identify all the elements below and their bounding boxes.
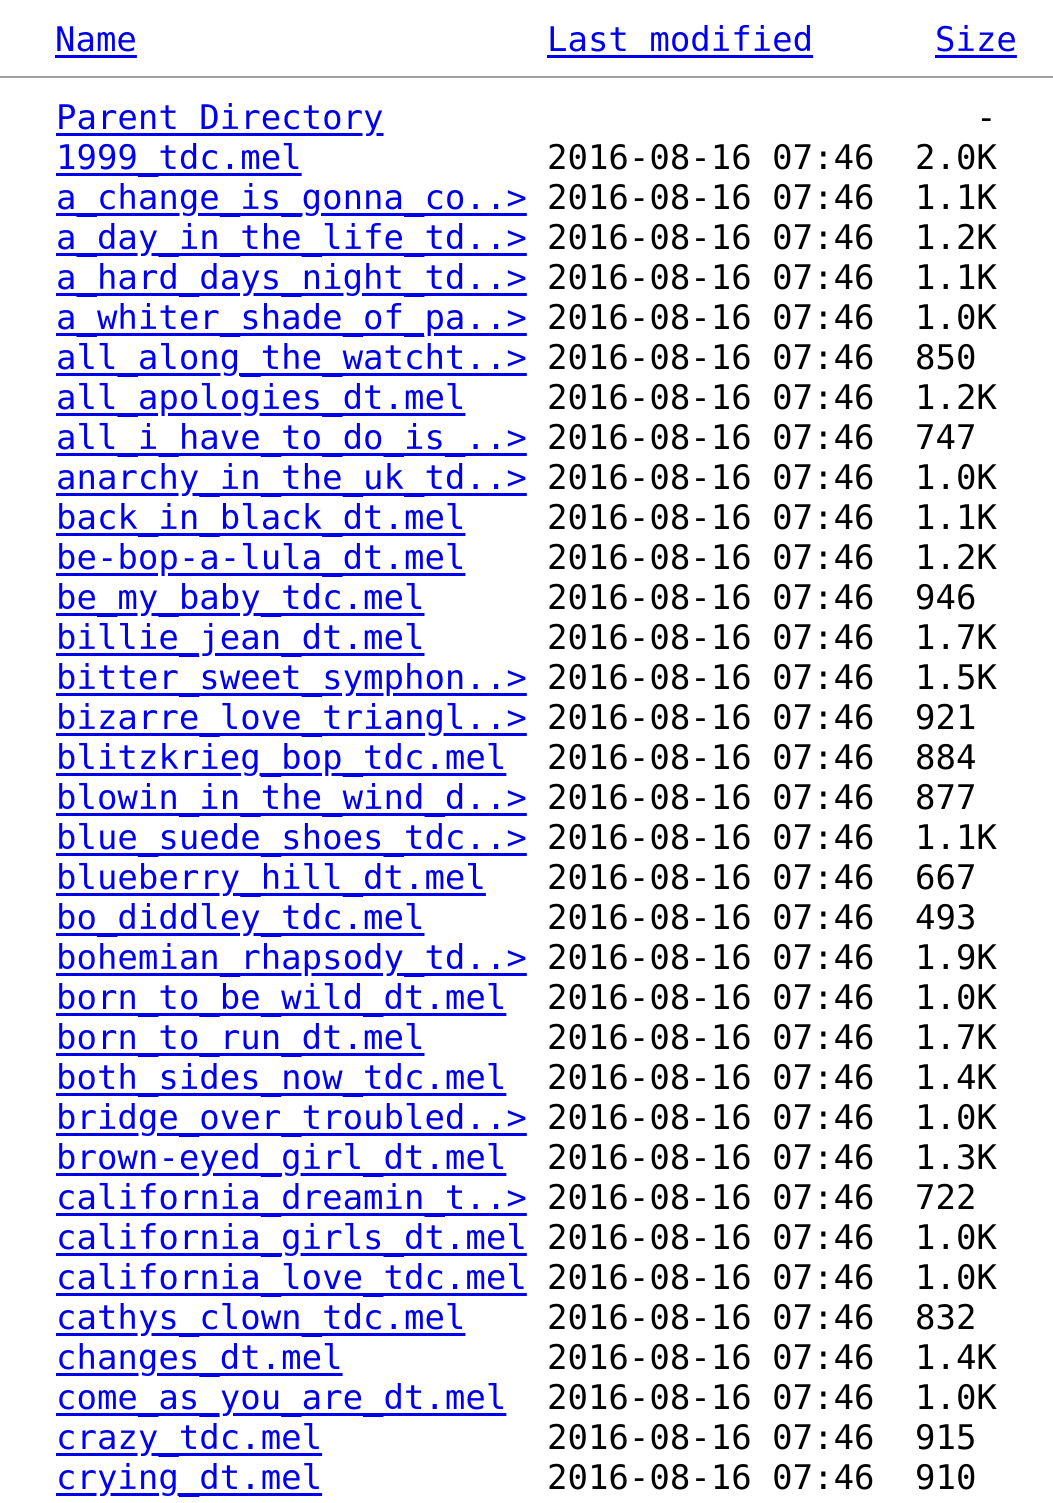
file-size: 832 — [915, 1298, 977, 1338]
last-modified: 2016-08-16 07:46 — [547, 898, 875, 938]
sort-by-name-link[interactable]: Name — [55, 20, 137, 60]
sort-by-last-modified-link[interactable]: Last modified — [547, 20, 814, 60]
file-link[interactable]: anarchy_in_the_uk_td..> — [56, 458, 527, 498]
file-row — [0, 658, 1053, 698]
file-link[interactable]: bo_diddley_tdc.mel — [56, 898, 425, 938]
file-link[interactable]: all_i_have_to_do_is_..> — [56, 418, 527, 458]
last-modified: 2016-08-16 07:46 — [547, 698, 875, 738]
file-link[interactable]: brown-eyed_girl_dt.mel — [56, 1138, 507, 1178]
last-modified: 2016-08-16 07:46 — [547, 418, 875, 458]
last-modified: 2016-08-16 07:46 — [547, 1458, 875, 1498]
last-modified: 2016-08-16 07:46 — [547, 1258, 875, 1298]
file-link[interactable]: blitzkrieg_bop_tdc.mel — [56, 738, 507, 778]
file-row — [0, 418, 1053, 458]
file-size: 493 — [915, 898, 977, 938]
last-modified: 2016-08-16 07:46 — [547, 378, 875, 418]
file-row — [0, 258, 1053, 298]
file-row — [0, 978, 1053, 1018]
last-modified: 2016-08-16 07:46 — [547, 1098, 875, 1138]
last-modified: 2016-08-16 07:46 — [547, 1378, 875, 1418]
file-row — [0, 1338, 1053, 1378]
last-modified: 2016-08-16 07:46 — [547, 1418, 875, 1458]
file-size: 1.5K — [915, 658, 997, 698]
file-row — [0, 338, 1053, 378]
file-link[interactable]: bridge_over_troubled..> — [56, 1098, 527, 1138]
file-link[interactable]: cathys_clown_tdc.mel — [56, 1298, 466, 1338]
file-row — [0, 538, 1053, 578]
last-modified: 2016-08-16 07:46 — [547, 818, 875, 858]
file-size: 884 — [915, 738, 977, 778]
file-row — [0, 938, 1053, 978]
last-modified: 2016-08-16 07:46 — [547, 178, 875, 218]
last-modified: 2016-08-16 07:46 — [547, 1058, 875, 1098]
sort-by-size-link[interactable]: Size — [935, 20, 1017, 60]
file-size: - — [976, 98, 997, 138]
file-size: 1.0K — [915, 1218, 997, 1258]
last-modified: 2016-08-16 07:46 — [547, 1338, 875, 1378]
file-row — [0, 138, 1053, 178]
file-link[interactable]: all_along_the_watcht..> — [56, 338, 527, 378]
file-link[interactable]: be-bop-a-lula_dt.mel — [56, 538, 466, 578]
file-row — [0, 738, 1053, 778]
last-modified: 2016-08-16 07:46 — [547, 1138, 875, 1178]
file-row — [0, 298, 1053, 338]
file-size: 1.7K — [915, 1018, 997, 1058]
file-link[interactable]: be_my_baby_tdc.mel — [56, 578, 425, 618]
last-modified: 2016-08-16 07:46 — [547, 1178, 875, 1218]
file-row — [0, 618, 1053, 658]
file-link[interactable]: born_to_be_wild_dt.mel — [56, 978, 507, 1018]
file-size: 1.1K — [915, 498, 997, 538]
file-row — [0, 1258, 1053, 1298]
file-size: 1.2K — [915, 218, 997, 258]
file-row — [0, 898, 1053, 938]
file-size: 667 — [915, 858, 977, 898]
file-link[interactable]: crazy_tdc.mel — [56, 1418, 323, 1458]
file-size: 722 — [915, 1178, 977, 1218]
file-link[interactable]: come_as_you_are_dt.mel — [56, 1378, 507, 1418]
file-size: 1.0K — [915, 1098, 997, 1138]
file-size: 1.3K — [915, 1138, 997, 1178]
last-modified: 2016-08-16 07:46 — [547, 618, 875, 658]
file-size: 915 — [915, 1418, 977, 1458]
file-link[interactable]: a_hard_days_night_td..> — [56, 258, 527, 298]
file-size: 1.2K — [915, 378, 997, 418]
last-modified: 2016-08-16 07:46 — [547, 938, 875, 978]
file-size: 1.0K — [915, 1258, 997, 1298]
file-row — [0, 458, 1053, 498]
file-link[interactable]: blue_suede_shoes_tdc..> — [56, 818, 527, 858]
file-link[interactable]: changes_dt.mel — [56, 1338, 343, 1378]
file-link[interactable]: back_in_black_dt.mel — [56, 498, 466, 538]
file-row — [0, 498, 1053, 538]
last-modified: 2016-08-16 07:46 — [547, 858, 875, 898]
file-size: 921 — [915, 698, 977, 738]
last-modified: 2016-08-16 07:46 — [547, 218, 875, 258]
file-size: 1.0K — [915, 1378, 997, 1418]
file-row — [0, 1018, 1053, 1058]
file-link[interactable]: california_dreamin_t..> — [56, 1178, 527, 1218]
file-link[interactable]: blowin_in_the_wind_d..> — [56, 778, 527, 818]
file-row — [0, 1218, 1053, 1258]
file-size: 946 — [915, 578, 977, 618]
file-link[interactable]: a_whiter_shade_of_pa..> — [56, 298, 527, 338]
file-size: 1.7K — [915, 618, 997, 658]
last-modified: 2016-08-16 07:46 — [547, 658, 875, 698]
file-link[interactable]: blueberry_hill_dt.mel — [56, 858, 486, 898]
file-link[interactable]: both_sides_now_tdc.mel — [56, 1058, 507, 1098]
file-row — [0, 1458, 1053, 1498]
file-row — [0, 1178, 1053, 1218]
last-modified: 2016-08-16 07:46 — [547, 138, 875, 178]
file-row — [0, 1418, 1053, 1458]
file-size: 1.4K — [915, 1058, 997, 1098]
file-listing — [0, 98, 1053, 1498]
file-size: 1.1K — [915, 258, 997, 298]
parent-directory-row — [0, 98, 1053, 138]
last-modified: 2016-08-16 07:46 — [547, 738, 875, 778]
file-link[interactable]: a_change_is_gonna_co..> — [56, 178, 527, 218]
last-modified: 2016-08-16 07:46 — [547, 338, 875, 378]
file-link[interactable]: california_love_tdc.mel — [56, 1258, 527, 1298]
file-link[interactable]: bizarre_love_triangl..> — [56, 698, 527, 738]
file-row — [0, 818, 1053, 858]
file-row — [0, 1298, 1053, 1338]
file-row — [0, 578, 1053, 618]
file-size: 1.2K — [915, 538, 997, 578]
file-size: 910 — [915, 1458, 977, 1498]
file-row — [0, 778, 1053, 818]
last-modified: 2016-08-16 07:46 — [547, 1298, 875, 1338]
last-modified: 2016-08-16 07:46 — [547, 498, 875, 538]
last-modified: 2016-08-16 07:46 — [547, 258, 875, 298]
file-link[interactable]: crying_dt.mel — [56, 1458, 323, 1498]
file-link[interactable]: bohemian_rhapsody_td..> — [56, 938, 527, 978]
file-row — [0, 1098, 1053, 1138]
last-modified: 2016-08-16 07:46 — [547, 298, 875, 338]
last-modified: 2016-08-16 07:46 — [547, 1018, 875, 1058]
file-link[interactable]: a_day_in_the_life_td..> — [56, 218, 527, 258]
file-row — [0, 1138, 1053, 1178]
file-row — [0, 1378, 1053, 1418]
file-row — [0, 1058, 1053, 1098]
last-modified: 2016-08-16 07:46 — [547, 978, 875, 1018]
file-size: 747 — [915, 418, 977, 458]
last-modified: 2016-08-16 07:46 — [547, 458, 875, 498]
file-size: 1.0K — [915, 978, 997, 1018]
file-size: 1.1K — [915, 178, 997, 218]
file-size: 877 — [915, 778, 977, 818]
file-link[interactable]: 1999_tdc.mel — [56, 138, 302, 178]
last-modified: 2016-08-16 07:46 — [547, 778, 875, 818]
parent-directory-link[interactable]: Parent Directory — [56, 98, 384, 138]
file-size: 1.1K — [915, 818, 997, 858]
listing-header — [0, 0, 1053, 78]
file-size: 2.0K — [915, 138, 997, 178]
file-link[interactable]: billie_jean_dt.mel — [56, 618, 425, 658]
file-size: 1.4K — [915, 1338, 997, 1378]
file-row — [0, 218, 1053, 258]
file-link[interactable]: all_apologies_dt.mel — [56, 378, 466, 418]
file-size: 1.9K — [915, 938, 997, 978]
file-row — [0, 858, 1053, 898]
file-link[interactable]: born_to_run_dt.mel — [56, 1018, 425, 1058]
last-modified: 2016-08-16 07:46 — [547, 578, 875, 618]
file-size: 1.0K — [915, 298, 997, 338]
file-row — [0, 698, 1053, 738]
last-modified: 2016-08-16 07:46 — [547, 538, 875, 578]
last-modified: 2016-08-16 07:46 — [547, 1218, 875, 1258]
file-link[interactable]: bitter_sweet_symphon..> — [56, 658, 527, 698]
file-row — [0, 178, 1053, 218]
file-size: 850 — [915, 338, 977, 378]
file-size: 1.0K — [915, 458, 997, 498]
file-link[interactable]: california_girls_dt.mel — [56, 1218, 527, 1258]
file-row — [0, 378, 1053, 418]
